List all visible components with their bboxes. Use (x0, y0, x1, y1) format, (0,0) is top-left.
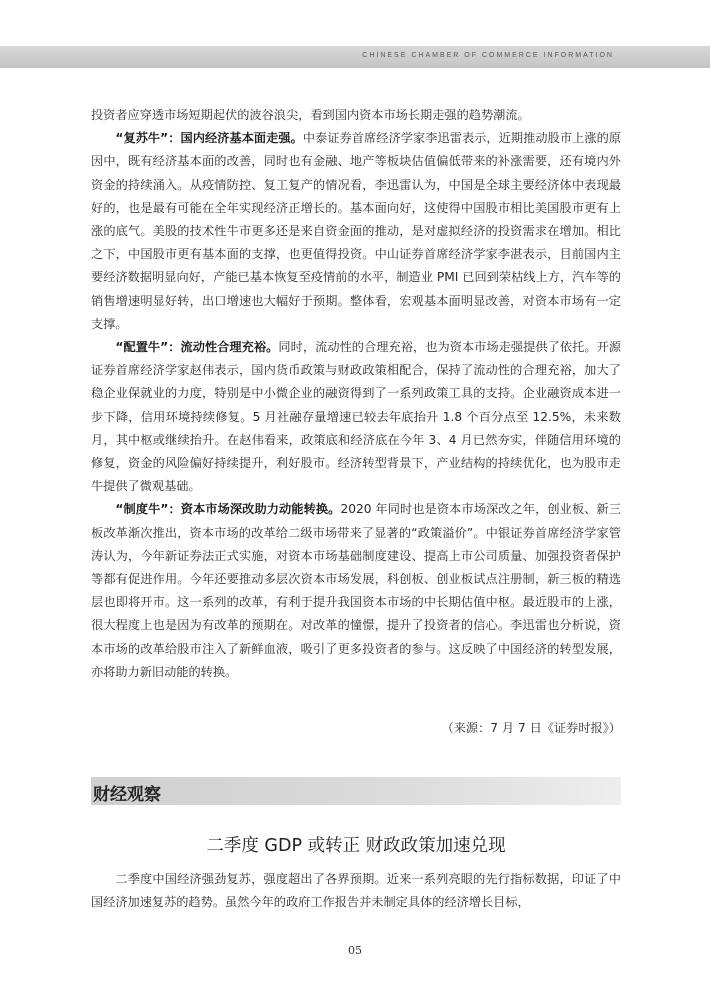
paragraph-text: 2020 年同时也是资本市场深改之年，创业板、新三板改革渐次推出，资本市场的改革给二级市场带来了显著的“政策溢价”。中银证券首席经济学家管涛认为，今年新证券法正式实施，对资本市场基础制度建设、提高上市公司质量、加强投资者保护等都有促进作用。今年还要推动多层次资本市场发展，科创板、创业板试点注册制，新三板的精选层也即将开市。这一系列的改革，有利于提升我国资本市场的中长期估值中枢。最近股市的上涨，很大程度上也是因为有改革的预期在。对改革的憧憬，提升了投资者的信心。李迅雷也分析说，资本市场的改革给股市注入了新鲜血液，吸引了更多投资者的参与。这反映了中国经济的转型发展，亦将助力新旧动能的转换。 (91, 502, 622, 679)
paragraph-lead: “配置牛”：流动性合理充裕。 (115, 340, 279, 355)
paragraph-intro (91, 104, 621, 127)
paragraph-text: 投资者应穿透市场短期起伏的波谷浪尖，看到国内资本市场长期走强的趋势潮流。 (91, 108, 530, 122)
magazine-header: CHINESE CHAMBER OF COMMERCE INFORMATION (362, 52, 614, 59)
section-title: 财经观察 (93, 785, 161, 805)
article-paragraph: 二季度中国经济强劲复苏，强度超出了各界预期。近来一系列亮眼的先行指标数据，印证了中国经济加速复苏的趋势。虽然今年的政府工作报告并未制定具体的经济增长目标， (91, 872, 621, 910)
section-bar (91, 777, 621, 805)
page-number: 05 (348, 944, 362, 957)
source-citation: （来源：7 月 7 日《证券时报》） (441, 721, 621, 735)
article-continuation (91, 104, 621, 684)
paragraph-lead: “制度牛”：资本市场深改助力动能转换。 (115, 502, 341, 517)
article-title: 二季度 GDP 或转正 财政政策加速兑现 (206, 836, 506, 856)
paragraph-recovery-bull (91, 127, 621, 336)
paragraph-allocation-bull (91, 336, 621, 498)
paragraph-institution-bull (91, 498, 621, 684)
article-body (91, 868, 621, 914)
paragraph-text: 同时，流动性的合理充裕，也为资本市场走强提供了依托。开源证券首席经济学家赵伟表示，国内货币政策与财政政策相配合，保持了流动性的合理充裕，加大了稳企业保就业的力度，特别是中小微企业的融资得到了一系列政策工具的支持。企业融资成本进一步下降，信用环境持续修复。5 月社融存量增速已较去年底抬升 1.8 个百分点至 12.5%，未来数月，其中枢或继续抬升。在赵伟看来，政策底和经济底在今年 3、4 月已然夯实，伴随信用环境的修复，资金的风险偏好持续提升，利好股市。经济转型背景下，产业结构的持续优化，也为股市走牛提供了微观基础。 (91, 340, 621, 494)
paragraph-text: 中泰证券首席经济学家李迅雷表示，近期推动股市上涨的原因中，既有经济基本面的改善，同时也有金融、地产等板块估值偏低带来的补涨需要，还有境内外资金的持续涌入。从疫情防控、复工复产的情况看，李迅雷认为，中国是全球主要经济体中表现最好的，也是最有可能在全年实现经济正增长的。基本面向好，这使得中国股市相比美国股市更有上涨的底气。美股的技术性牛市更多还是来自资金面的推动，是对虚拟经济的投资需求在增加。相比之下，中国股市更有基本面的支撑，也更值得投资。中山证券首席经济学家李湛表示，目前国内主要经济数据明显向好，产能已基本恢复至疫情前的水平，制造业 PMI 已回到荣枯线上方，汽车等的销售增速明显好转，出口增速也大幅好于预期。整体看，宏观基本面明显改善，对资本市场有一定支撑。 (91, 131, 622, 331)
paragraph-lead: “复苏牛”：国内经济基本面走强。 (115, 131, 303, 146)
